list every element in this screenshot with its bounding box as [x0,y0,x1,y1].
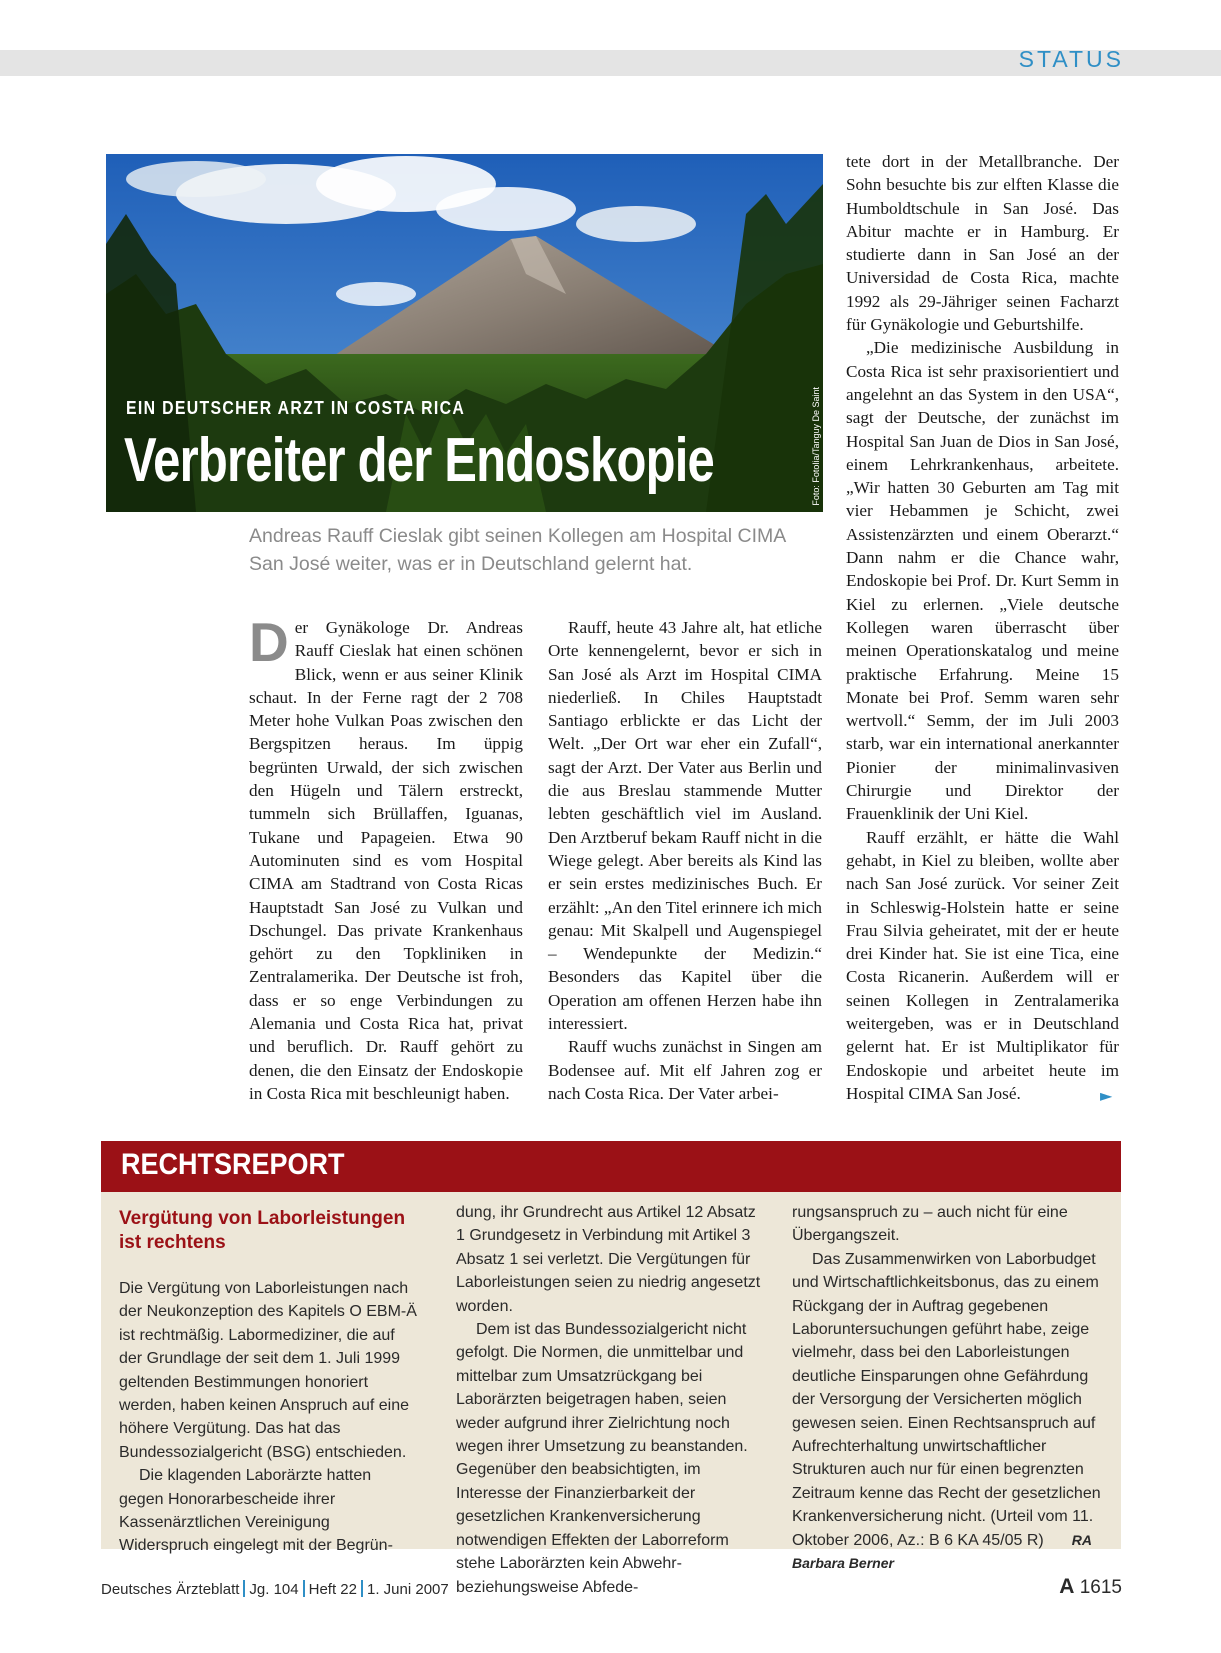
paragraph: Die Vergütung von Laborleistungen nach der Neukonzeption des Kapitels O EBM-Ä ist rechtmäßig. Labormediziner, die auf der Grundlage der seit dem 1. Juli 1999 geltenden Bestimmungen honoriert werden, haben keinen Anspruch auf eine höhere Vergütung. Das hat das Bundessozialgericht (BSG) entschieden. [119,1280,417,1461]
page-number-value: 1615 [1079,1577,1122,1598]
photo-credit: Foto: Fotolia/Tanguy De Saint [811,387,821,506]
rechtsreport-headline: Vergütung von Laborleistungen ist rechtens [119,1208,406,1253]
paragraph: dung, ihr Grundrecht aus Artikel 12 Absatz 1 Grundgesetz in Verbindung mit Artikel 3 Absatz 1 sei verletzt. Die Vergütungen für Laborleistungen seien zu niedrig angesetzt worden. [456,1204,761,1315]
article-lead: Andreas Rauff Cieslak gibt seinen Kollegen am Hospital CIMA San José weiter, was er in Deutschland gelernt hat. [249,525,786,575]
paragraph-text: Das Zusammenwirken von Laborbudget und Wirtschaftlichkeitsbonus, das zu einem Rückgang der in Auftrag gegebenen Laboruntersuchungen geführt habe, zeige vielmehr, dass bei den Laborleistungen deutliche Einsparungen ohne Gefährdung der Versorgung der Versicherten möglich gewesen seien. Einen Rechtsanspruch auf Aufrechterhaltung unwirtschaftlicher Strukturen auch nur für einen begrenzten Zeitraum kenne das Recht der gesetzlichen Krankenversicherung nicht. (Urteil vom 11. Oktober 2006, Az.: B 6 KA 45/05 R) [792,1250,1101,1549]
author-signature: RA Barbara Berner [792,1531,1092,1572]
paragraph: Rauff erzählt, er hätte die Wahl gehabt, in Kiel zu bleiben, wollte aber nach San José zurück. Vor seiner Zeit in Schleswig-Holstein hatte er seine Frau Silvia geheiratet, mit der er heute drei Kinder hat. Sie ist eine Tica, eine Costa Ricanerin. Außerdem will er seinen Kollegen in Zentralamerika weitergeben, was er in Deutschland gelernt hat. Er ist Multiplikator für Endoskopie und arbeitet heute im Hospital CIMA San José. [846,827,1119,1103]
separator [361,1580,363,1597]
rechtsreport-title: RECHTSREPORT [121,1148,345,1181]
paragraph: Die klagenden Laborärzte hatten gegen Honorarbescheide ihrer Kassenärztlichen Vereinigung Widerspruch eingelegt mit der Begrün- [119,1467,393,1555]
journal-name: Deutsches Ärzteblatt [101,1581,240,1598]
separator [303,1580,305,1597]
rechtsreport-column-2 [456,1201,766,1599]
page-number [1059,1575,1122,1599]
article-column-2 [548,616,822,1105]
paragraph: Dem ist das Bundessozialgericht nicht gefolgt. Die Normen, die unmittelbar und mittelbar zum Umsatzrückgang bei Laborärzten beigetragen haben, seien weder aufgrund ihrer Zielrichtung noch wegen ihrer Umsetzung zu beanstanden. Gegenüber den beabsichtigten, im Interesse der Finanzierbarkeit der gesetzlichen Krankenversicherung notwendigen Effekten der Laborreform stehe Laborärzten kein Abwehr- beziehungsweise Abfede- [456,1321,748,1596]
continue-arrow-icon: ► [1100,1086,1113,1105]
journal-volume: Jg. 104 [249,1581,299,1598]
rechtsreport-column-1 [119,1207,419,1558]
article-column-3 [846,150,1119,1105]
page-footer [101,1580,449,1598]
page-prefix: A [1059,1575,1075,1598]
article-headline: Verbreiter der Endoskopie [124,426,714,495]
article-column-1 [249,611,523,1105]
paragraph: Rauff, heute 43 Jahre alt, hat etliche Orte kennengelernt, bevor er sich in San José als Arzt im Hospital CIMA niederließ. In Chiles Hauptstadt Santiago erblickte er das Licht der Welt. „Der Ort war eher ein Zufall“, sagt der Arzt. Der Vater aus Berlin und die aus Breslau stammende Mutter lebten geschäftlich viel im Ausland. Den Arztberuf bekam Rauff nicht in die Wiege gelegt. Aber bereits als Kind las er sein erstes medizinisches Buch. Er erzählt: „An den Titel erinnere ich mich genau: Mit Skalpell und Augenspiegel – Wendepunkte der Medizin.“ Besonders das Kapitel über die Operation am offenen Herzen habe ihn interessiert. [548,618,822,1034]
separator [243,1580,245,1597]
paragraph [792,1248,1107,1576]
rechtsreport-column-3 [792,1201,1107,1576]
paragraph: er Gynäkologe Dr. Andreas Rauff Cieslak hat einen schönen Blick, wenn er aus seiner Klinik schaut. In der Ferne ragt der 2 708 Meter hohe Vulkan Poas zwischen den Bergspitzen heraus. Im üppig begrünten Urwald, der sich zwischen den Hügeln und Tälern erstreckt, tummeln sich Brüllaffen, Iguanas, Tukane und Papageien. Etwa 90 Autominuten sind es vom Hospital CIMA am Stadtrand von Costa Ricas Hauptstadt San José zu Vulkan und Dschungel. Das private Krankenhaus gehört zu den Topkliniken in Zentralamerika. Der Deutsche ist froh, dass er so enge Verbindungen zu Alemania und Costa Rica hat, privat und beruflich. Dr. Rauff gehört zu denen, die den Einsatz der Endoskopie in Costa Rica mit beschleunigt haben. [249,618,523,1103]
rechtsreport-header [101,1141,1121,1192]
section-label: STATUS [1018,46,1124,72]
hero-kicker: EIN DEUTSCHER ARZT IN COSTA RICA [126,398,466,418]
drop-cap: D [249,611,289,673]
paragraph: Rauff wuchs zunächst in Singen am Bodensee auf. Mit elf Jahren zog er nach Costa Rica. Der Vater arbei- [548,1037,822,1103]
journal-issue: Heft 22 [308,1581,357,1598]
paragraph: rungsanspruch zu – auch nicht für eine Übergangszeit. [792,1204,1068,1245]
hero-photo [106,154,823,512]
paragraph: tete dort in der Metallbranche. Der Sohn besuchte bis zur elften Klasse die Humboldtschule in San José. Das Abitur machte er in Hamburg. Er studierte dann in San José an der Universidad de Costa Rica, machte 1992 als 29-Jähriger seinen Facharzt für Gynäkologie und Geburtshilfe. [846,152,1119,335]
issue-date: 1. Juni 2007 [367,1581,449,1598]
paragraph: „Die medizinische Ausbildung in Costa Rica ist sehr praxisorientiert und angelehnt an das System in den USA“, sagt der Deutsche, der zunächst im Hospital San Juan de Dios in San José, einem Lehrkrankenhaus, arbeitete. „Wir hatten 30 Geburten am Tag mit vier Hebammen je Schicht, zwei Assistenzärzten und einem Oberarzt.“ Dann nahm er die Chance wahr, Endoskopie bei Prof. Dr. Kurt Semm in Kiel zu erlernen. „Viele deutsche Kollegen waren überrascht über meinen Operationskatalog und meine praktische Erfahrung. Meine 15 Monate bei Prof. Semm waren sehr wertvoll.“ Semm, der im Juli 2003 starb, war ein international anerkannter Pionier der minimalinvasiven Chirurgie und Direktor der Frauenklinik der Uni Kiel. [846,338,1119,824]
